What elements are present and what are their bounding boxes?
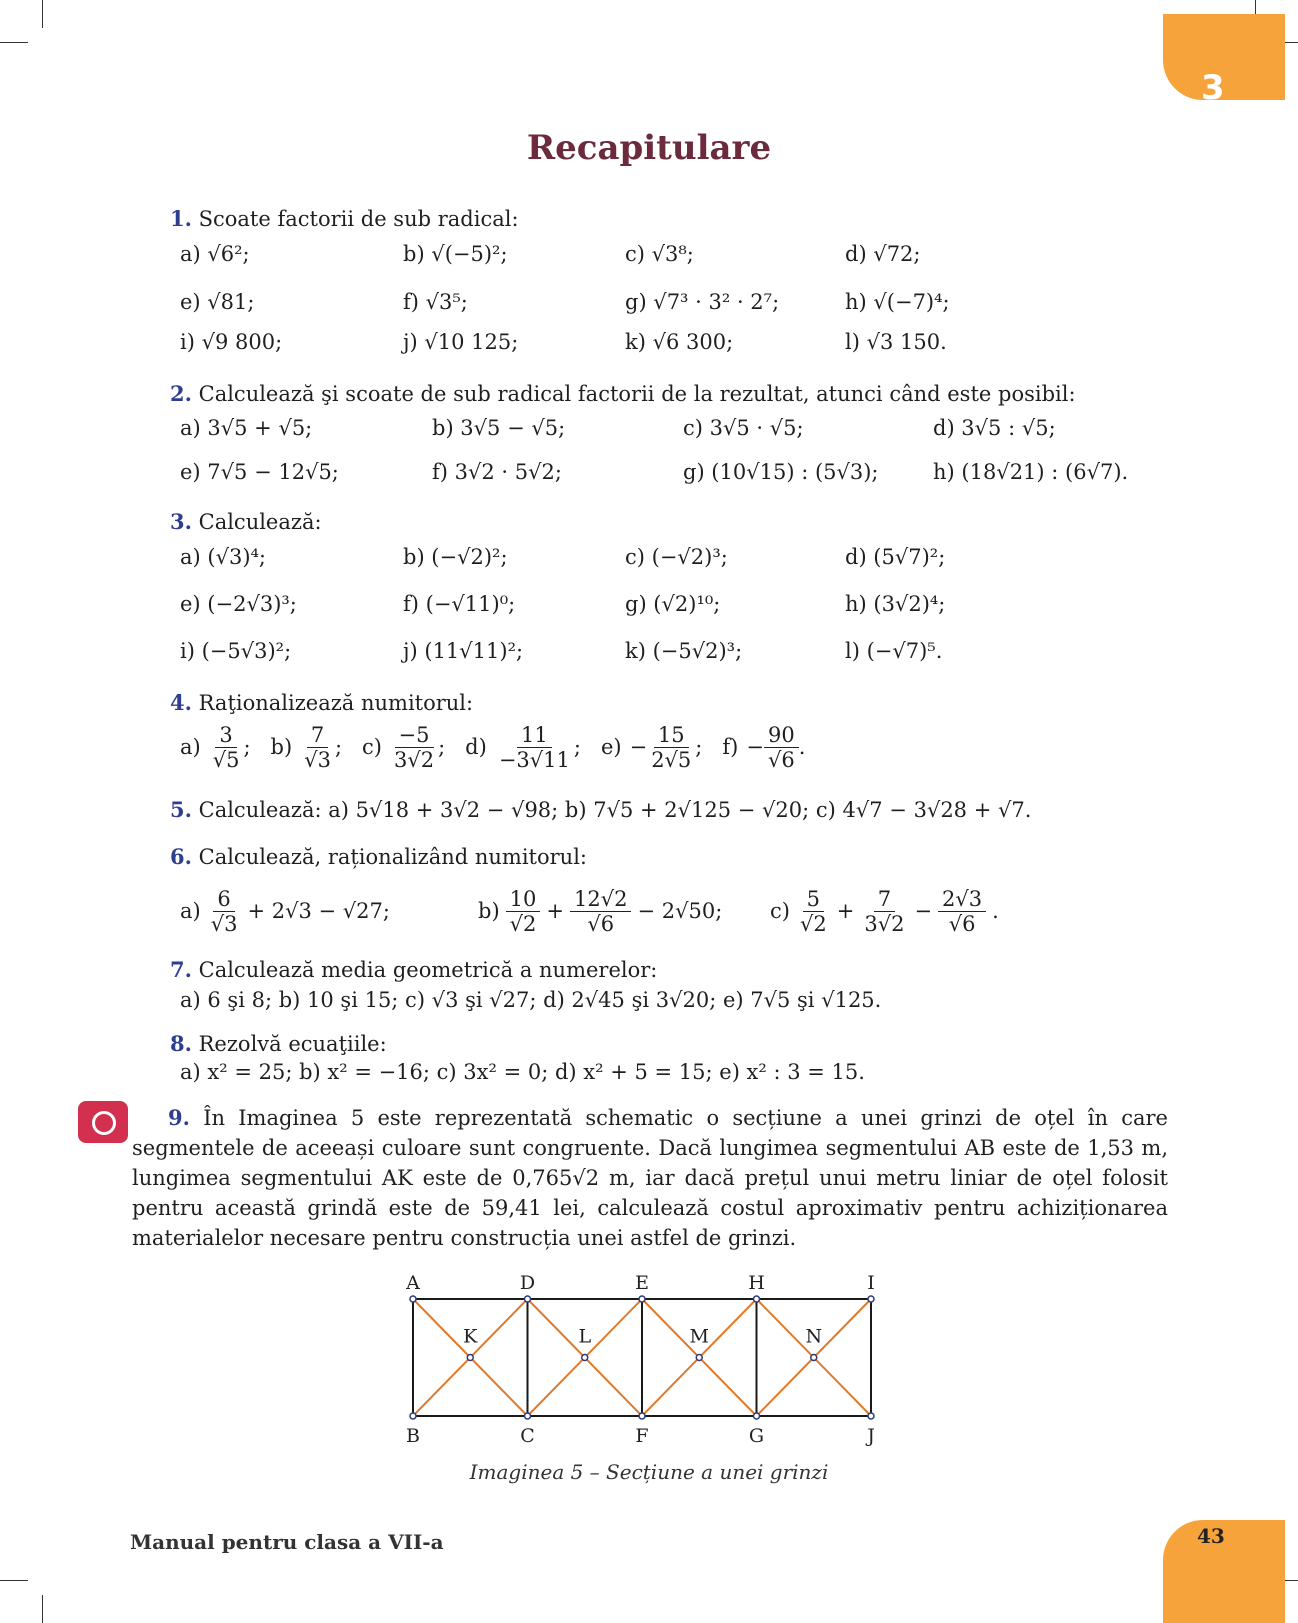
- exercise-item: d) (5√7)²;: [845, 545, 946, 569]
- exercise-item: a) √6²;: [180, 242, 250, 266]
- exercise-item: e) 7√5 − 12√5;: [180, 460, 339, 484]
- crop-mark: [0, 42, 28, 43]
- expression-end: .: [992, 899, 999, 923]
- exercise-number: 1.: [170, 206, 192, 231]
- exercise-item: g) √7³ · 3² · 2⁷;: [625, 290, 780, 314]
- item-end: ;: [438, 735, 446, 759]
- exercise-number: 2.: [170, 381, 192, 406]
- exercise-text: Calculează: a) 5√18 + 3√2 − √98; b) 7√5 + 2√125 − √20; c) 4√7 − 3√28 + √7.: [198, 798, 1032, 822]
- center-point: [696, 1355, 702, 1361]
- vertex-label: D: [519, 1272, 536, 1294]
- exercise-text: Scoate factorii de sub radical:: [198, 207, 519, 231]
- exercise-item: d) 3√5 : √5;: [933, 416, 1056, 440]
- exercise-9-paragraph: [132, 1103, 1168, 1253]
- exercise-number: 5.: [170, 797, 192, 822]
- item-end: .: [798, 735, 806, 759]
- vertex-label: A: [406, 1272, 420, 1294]
- fraction: [209, 723, 244, 772]
- exercise-item: i) (−5√3)²;: [180, 639, 292, 663]
- fraction: [390, 723, 438, 772]
- expression-rest: + 2√3 − √27;: [247, 899, 390, 923]
- exercise-6-heading: [170, 844, 587, 869]
- operator: +: [546, 899, 564, 923]
- fraction: [207, 887, 242, 936]
- exercise-number: 9.: [168, 1105, 190, 1130]
- vertex-point: [754, 1413, 760, 1419]
- vertex-point: [639, 1296, 645, 1302]
- fraction-item: [722, 723, 805, 772]
- fraction-denominator: 3√2: [864, 911, 905, 936]
- exercise-text: În Imaginea 5 este reprezentată schematic o secțiune a unei grinzi de oțel în care segmentele de aceeași culoare sunt congruente. Dacă lungimea segmentului AB este de 1,53 m, lungimea segmentului AK este de 0,765√2 m, iar dacă prețul unui metru liniar de oțel folosit pentru această grindă este de 59,41 lei, calculează costul aproximativ pentru achiziționarea materialelor necesare pentru construcția unei astfel de grinzi.: [132, 1106, 1168, 1250]
- fraction-row: [180, 715, 811, 779]
- fraction-denominator: 3√2: [393, 747, 435, 772]
- item-label: a): [180, 899, 201, 923]
- item-label: c): [362, 735, 382, 759]
- fraction-denominator: 2√5: [651, 747, 692, 772]
- exercise-7-items: a) 6 şi 8; b) 10 şi 15; c) √3 şi √27; d) 2√45 şi 3√20; e) 7√5 şi √125.: [180, 988, 882, 1012]
- exercise-item: e) (−2√3)³;: [180, 592, 297, 616]
- center-point: [811, 1355, 817, 1361]
- vertex-label: I: [867, 1272, 875, 1294]
- vertex-point: [868, 1413, 874, 1419]
- fraction: [764, 723, 799, 772]
- page-number: 43: [1197, 1524, 1225, 1548]
- exercise-item: b) (−√2)²;: [403, 545, 508, 569]
- exercise-text: Calculează şi scoate de sub radical factorii de la rezultat, atunci când este posibil:: [198, 382, 1076, 406]
- exercise-text: Raţionalizează numitorul:: [198, 691, 474, 715]
- center-label: M: [689, 1325, 709, 1348]
- fraction: [570, 887, 631, 936]
- exercise-item: c) (−√2)³;: [625, 545, 728, 569]
- exercise-item: h) (18√21) : (6√7).: [933, 460, 1129, 484]
- center-label: N: [805, 1325, 823, 1348]
- operator: +: [836, 899, 855, 923]
- exercise-number: 8.: [170, 1031, 192, 1056]
- center-label: K: [463, 1325, 478, 1348]
- fraction-item: [362, 723, 445, 772]
- fraction: [647, 723, 695, 772]
- exercise-item: h) √(−7)⁴;: [845, 290, 950, 314]
- vertex-point: [525, 1296, 531, 1302]
- fraction-numerator: 12√2: [570, 887, 631, 912]
- exercise-item: d) √72;: [845, 242, 921, 266]
- fraction-denominator: √6: [767, 747, 795, 772]
- exercise-number: 6.: [170, 844, 192, 869]
- fraction-denominator: √3: [210, 911, 238, 936]
- exercise-item: g) (10√15) : (5√3);: [683, 460, 879, 484]
- center-point: [467, 1355, 473, 1361]
- exercise-6-item-a: [180, 876, 390, 946]
- exercise-5-heading: [170, 797, 1031, 822]
- fraction: [495, 723, 574, 772]
- fraction-item: [465, 723, 581, 772]
- item-label: e): [600, 735, 622, 759]
- fraction-numerator: 3: [215, 723, 236, 748]
- vertex-label: J: [867, 1425, 875, 1447]
- fraction-denominator: √5: [212, 747, 240, 772]
- expression-rest: − 2√50;: [637, 899, 723, 923]
- exercise-text: Rezolvă ecuaţiile:: [198, 1032, 387, 1056]
- fraction: [506, 887, 541, 936]
- exercise-item: f) √3⁵;: [403, 290, 468, 314]
- center-label: L: [578, 1325, 592, 1348]
- exercise-item: j) √10 125;: [403, 330, 519, 354]
- item-label: d): [465, 735, 487, 759]
- fraction: [938, 887, 986, 936]
- fraction-item: [180, 723, 251, 772]
- vertex-label: G: [748, 1425, 765, 1447]
- fraction-denominator: √6: [948, 911, 976, 936]
- item-end: ;: [334, 735, 343, 759]
- fraction: [300, 723, 335, 772]
- exercise-item: c) √3⁸;: [625, 242, 694, 266]
- fraction-numerator: 5: [803, 887, 824, 912]
- item-label: c): [770, 899, 790, 923]
- exercise-item: b) √(−5)²;: [403, 242, 508, 266]
- exercise-7-heading: [170, 957, 657, 982]
- vertex-point: [410, 1296, 416, 1302]
- exercise-item: g) (√2)¹⁰;: [625, 592, 721, 616]
- fraction-numerator: 2√3: [938, 887, 986, 912]
- operator: −: [914, 899, 933, 923]
- crop-mark: [42, 0, 43, 28]
- exercise-item: c) 3√5 · √5;: [683, 416, 804, 440]
- crop-mark: [42, 1595, 43, 1623]
- exercise-item: j) (11√11)²;: [403, 639, 524, 663]
- footer-text: Manual pentru clasa a VII-a: [130, 1530, 444, 1554]
- fraction-numerator: 7: [874, 887, 895, 912]
- vertex-label: F: [635, 1425, 649, 1447]
- exercise-item: e) √81;: [180, 290, 255, 314]
- fraction-numerator: 6: [213, 887, 234, 912]
- exercise-item: i) √9 800;: [180, 330, 283, 354]
- vertex-point: [868, 1296, 874, 1302]
- fraction-numerator: 7: [307, 723, 328, 748]
- exercise-text: Calculează media geometrică a numerelor:: [198, 958, 658, 982]
- chapter-number: 3: [1201, 68, 1225, 108]
- exercise-3-heading: [170, 509, 322, 534]
- exercise-text: Calculează:: [198, 510, 322, 534]
- item-label: b): [478, 899, 500, 923]
- exercise-2-heading: [170, 381, 1076, 406]
- exercise-item: l) (−√7)⁵.: [845, 639, 943, 663]
- exercise-number: 4.: [170, 690, 192, 715]
- fraction-numerator: 10: [506, 887, 541, 912]
- vertex-point: [525, 1413, 531, 1419]
- fraction: [796, 887, 831, 936]
- exercise-6-item-b: [478, 876, 722, 946]
- fraction-item: [601, 723, 702, 772]
- fraction-denominator: √2: [799, 911, 827, 936]
- vertex-label: E: [635, 1272, 649, 1294]
- item-end: ;: [695, 735, 703, 759]
- exercise-6-item-c: [770, 876, 999, 946]
- vertex-point: [639, 1413, 645, 1419]
- exercise-item: k) (−5√2)³;: [625, 639, 743, 663]
- item-label: a): [180, 735, 201, 759]
- crop-mark: [0, 1580, 28, 1581]
- exercise-item: k) √6 300;: [625, 330, 734, 354]
- exercise-item: f) 3√2 · 5√2;: [432, 460, 562, 484]
- fraction-numerator: 11: [517, 723, 552, 748]
- vertex-point: [410, 1413, 416, 1419]
- fraction-denominator: √3: [304, 747, 331, 772]
- vertex-point: [754, 1296, 760, 1302]
- item-label: b): [270, 735, 293, 759]
- exercise-item: a) (√3)⁴;: [180, 545, 267, 569]
- fraction-numerator: −5: [395, 723, 434, 748]
- exercise-number: 3.: [170, 509, 192, 534]
- exercise-number: 7.: [170, 957, 192, 982]
- minus-sign: −: [629, 735, 648, 759]
- figure-caption: Imaginea 5 – Secțiune a unei grinzi: [469, 1460, 829, 1484]
- exercise-item: l) √3 150.: [845, 330, 947, 354]
- vertex-label: H: [748, 1272, 765, 1294]
- item-end: ;: [243, 735, 251, 759]
- vertex-label: B: [406, 1425, 420, 1447]
- exercise-4-heading: [170, 690, 473, 715]
- fraction-denominator: −3√11: [498, 747, 570, 772]
- exercise-text: Calculează, raționalizând numitorul:: [198, 845, 587, 869]
- item-label: f): [722, 735, 739, 759]
- minus-sign: −: [746, 735, 764, 759]
- item-end: ;: [573, 735, 581, 759]
- exercise-item: b) 3√5 − √5;: [432, 416, 566, 440]
- center-point: [582, 1355, 588, 1361]
- fraction: [860, 887, 908, 936]
- fraction-item: [271, 723, 342, 772]
- exercise-1-heading: [170, 206, 519, 231]
- fraction-numerator: 15: [654, 723, 689, 748]
- fraction-numerator: 90: [764, 723, 799, 748]
- fraction-denominator: √2: [509, 911, 537, 936]
- exercise-item: a) 3√5 + √5;: [180, 416, 313, 440]
- exercise-item: h) (3√2)⁴;: [845, 592, 946, 616]
- fraction-denominator: √6: [587, 911, 615, 936]
- exercise-item: f) (−√11)⁰;: [403, 592, 516, 616]
- exercise-8-heading: [170, 1031, 387, 1056]
- exercise-8-items: a) x² = 25; b) x² = −16; c) 3x² = 0; d) x² + 5 = 15; e) x² : 3 = 15.: [180, 1060, 865, 1084]
- vertex-label: C: [520, 1425, 535, 1447]
- beam-diagram: [395, 1265, 905, 1455]
- page-title: Recapitulare: [526, 128, 772, 168]
- camera-icon: [78, 1101, 128, 1143]
